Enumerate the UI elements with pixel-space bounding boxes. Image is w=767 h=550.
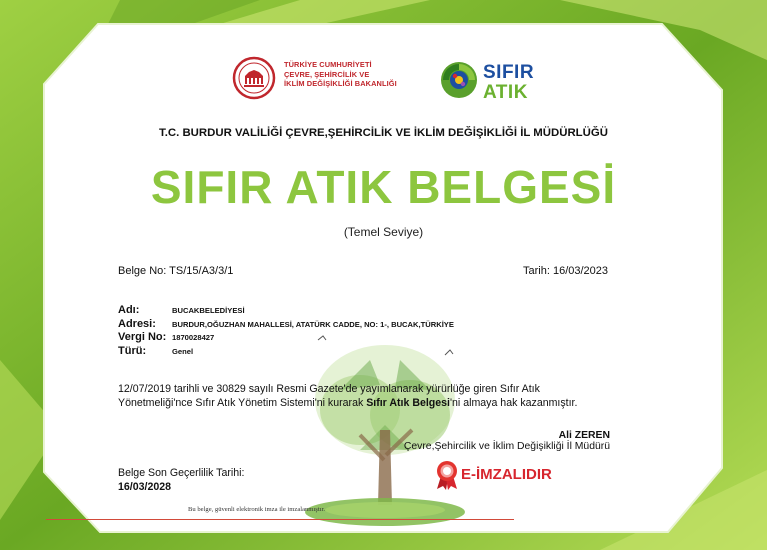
award-badge-icon (433, 460, 461, 490)
ministry-logo (232, 56, 422, 100)
validity-info (118, 467, 244, 494)
statement-line-2-start: Yönetmeliği'nce Sıfır Atık Yönetim Sistemi'ni kurarak (118, 396, 367, 409)
holder-address-label: Adresi: (118, 317, 156, 330)
holder-name-value: BUCAKBELEDİYESİ (172, 306, 245, 315)
certificate-statement (118, 383, 658, 410)
holder-address-value: BURDUR,OĞUZHAN MAHALLESİ, ATATÜRK CADDE, NO: 1-, BUCAK,TÜRKİYE (172, 319, 454, 329)
sifir-atik-logo (437, 58, 547, 106)
e-signature-label: E-İMZALIDIR (461, 466, 552, 483)
footer-note: Bu belge, güvenli elektronik imza ile imzalanmıştır. (188, 506, 325, 513)
certificate-title: SIFIR ATIK BELGESİ (150, 161, 617, 213)
ministry-name (284, 60, 424, 89)
validity-date: 16/03/2028 (118, 480, 172, 493)
holder-type-label: Türü: (118, 344, 147, 357)
holder-name-label: Adı: (118, 304, 140, 316)
ministry-seal-icon (232, 56, 276, 100)
issuing-authority: T.C. BURDUR VALİLİĞİ ÇEVRE,ŞEHİRCİLİK VE İKLİM DEĞİŞİKLİĞİ İL MÜDÜRLÜĞÜ (159, 127, 608, 139)
sifir-atik-emblem-icon (437, 58, 481, 102)
ministry-line-1: TÜRKİYE CUMHURİYETİ (284, 60, 372, 69)
ministry-line-3: İKLİM DEĞİŞİKLİĞİ BAKANLIĞI (284, 79, 397, 89)
holder-type-value: Genel (172, 346, 194, 356)
signatory-name: Ali ZEREN (558, 430, 610, 441)
signatory-title: Çevre,Şehircilik ve İklim Değişikliği İl Müdürü (403, 441, 610, 452)
statement-highlight: Sıfır Atık Belgesi (366, 396, 450, 409)
statement-line-2 (118, 397, 658, 411)
footer-divider (46, 519, 514, 520)
e-signature-stamp (433, 460, 573, 490)
ministry-line-2: ÇEVRE, ŞEHİRCİLİK VE (284, 69, 370, 79)
statement-line-2-end: 'ni almaya hak kazanmıştır. (450, 396, 578, 409)
signatory (380, 430, 610, 452)
certificate-number: Belge No: TS/15/A3/3/1 (118, 265, 234, 277)
validity-label: Belge Son Geçerlilik Tarihi: (118, 467, 245, 479)
holder-tax-label: Vergi No: (118, 331, 167, 343)
statement-line-1: 12/07/2019 tarihli ve 30829 sayılı Resmi Gazete'de yayımlanarak yürürlüğe giren Sıfır Atık (118, 383, 540, 395)
atik-logo-word: ATIK (483, 82, 528, 103)
certificate-date: Tarih: 16/03/2023 (523, 265, 609, 277)
certificate-level: (Temel Seviye) (343, 225, 424, 239)
sifir-logo-word: SIFIR (483, 62, 535, 83)
holder-tax-value: 1870028427 (172, 333, 215, 342)
